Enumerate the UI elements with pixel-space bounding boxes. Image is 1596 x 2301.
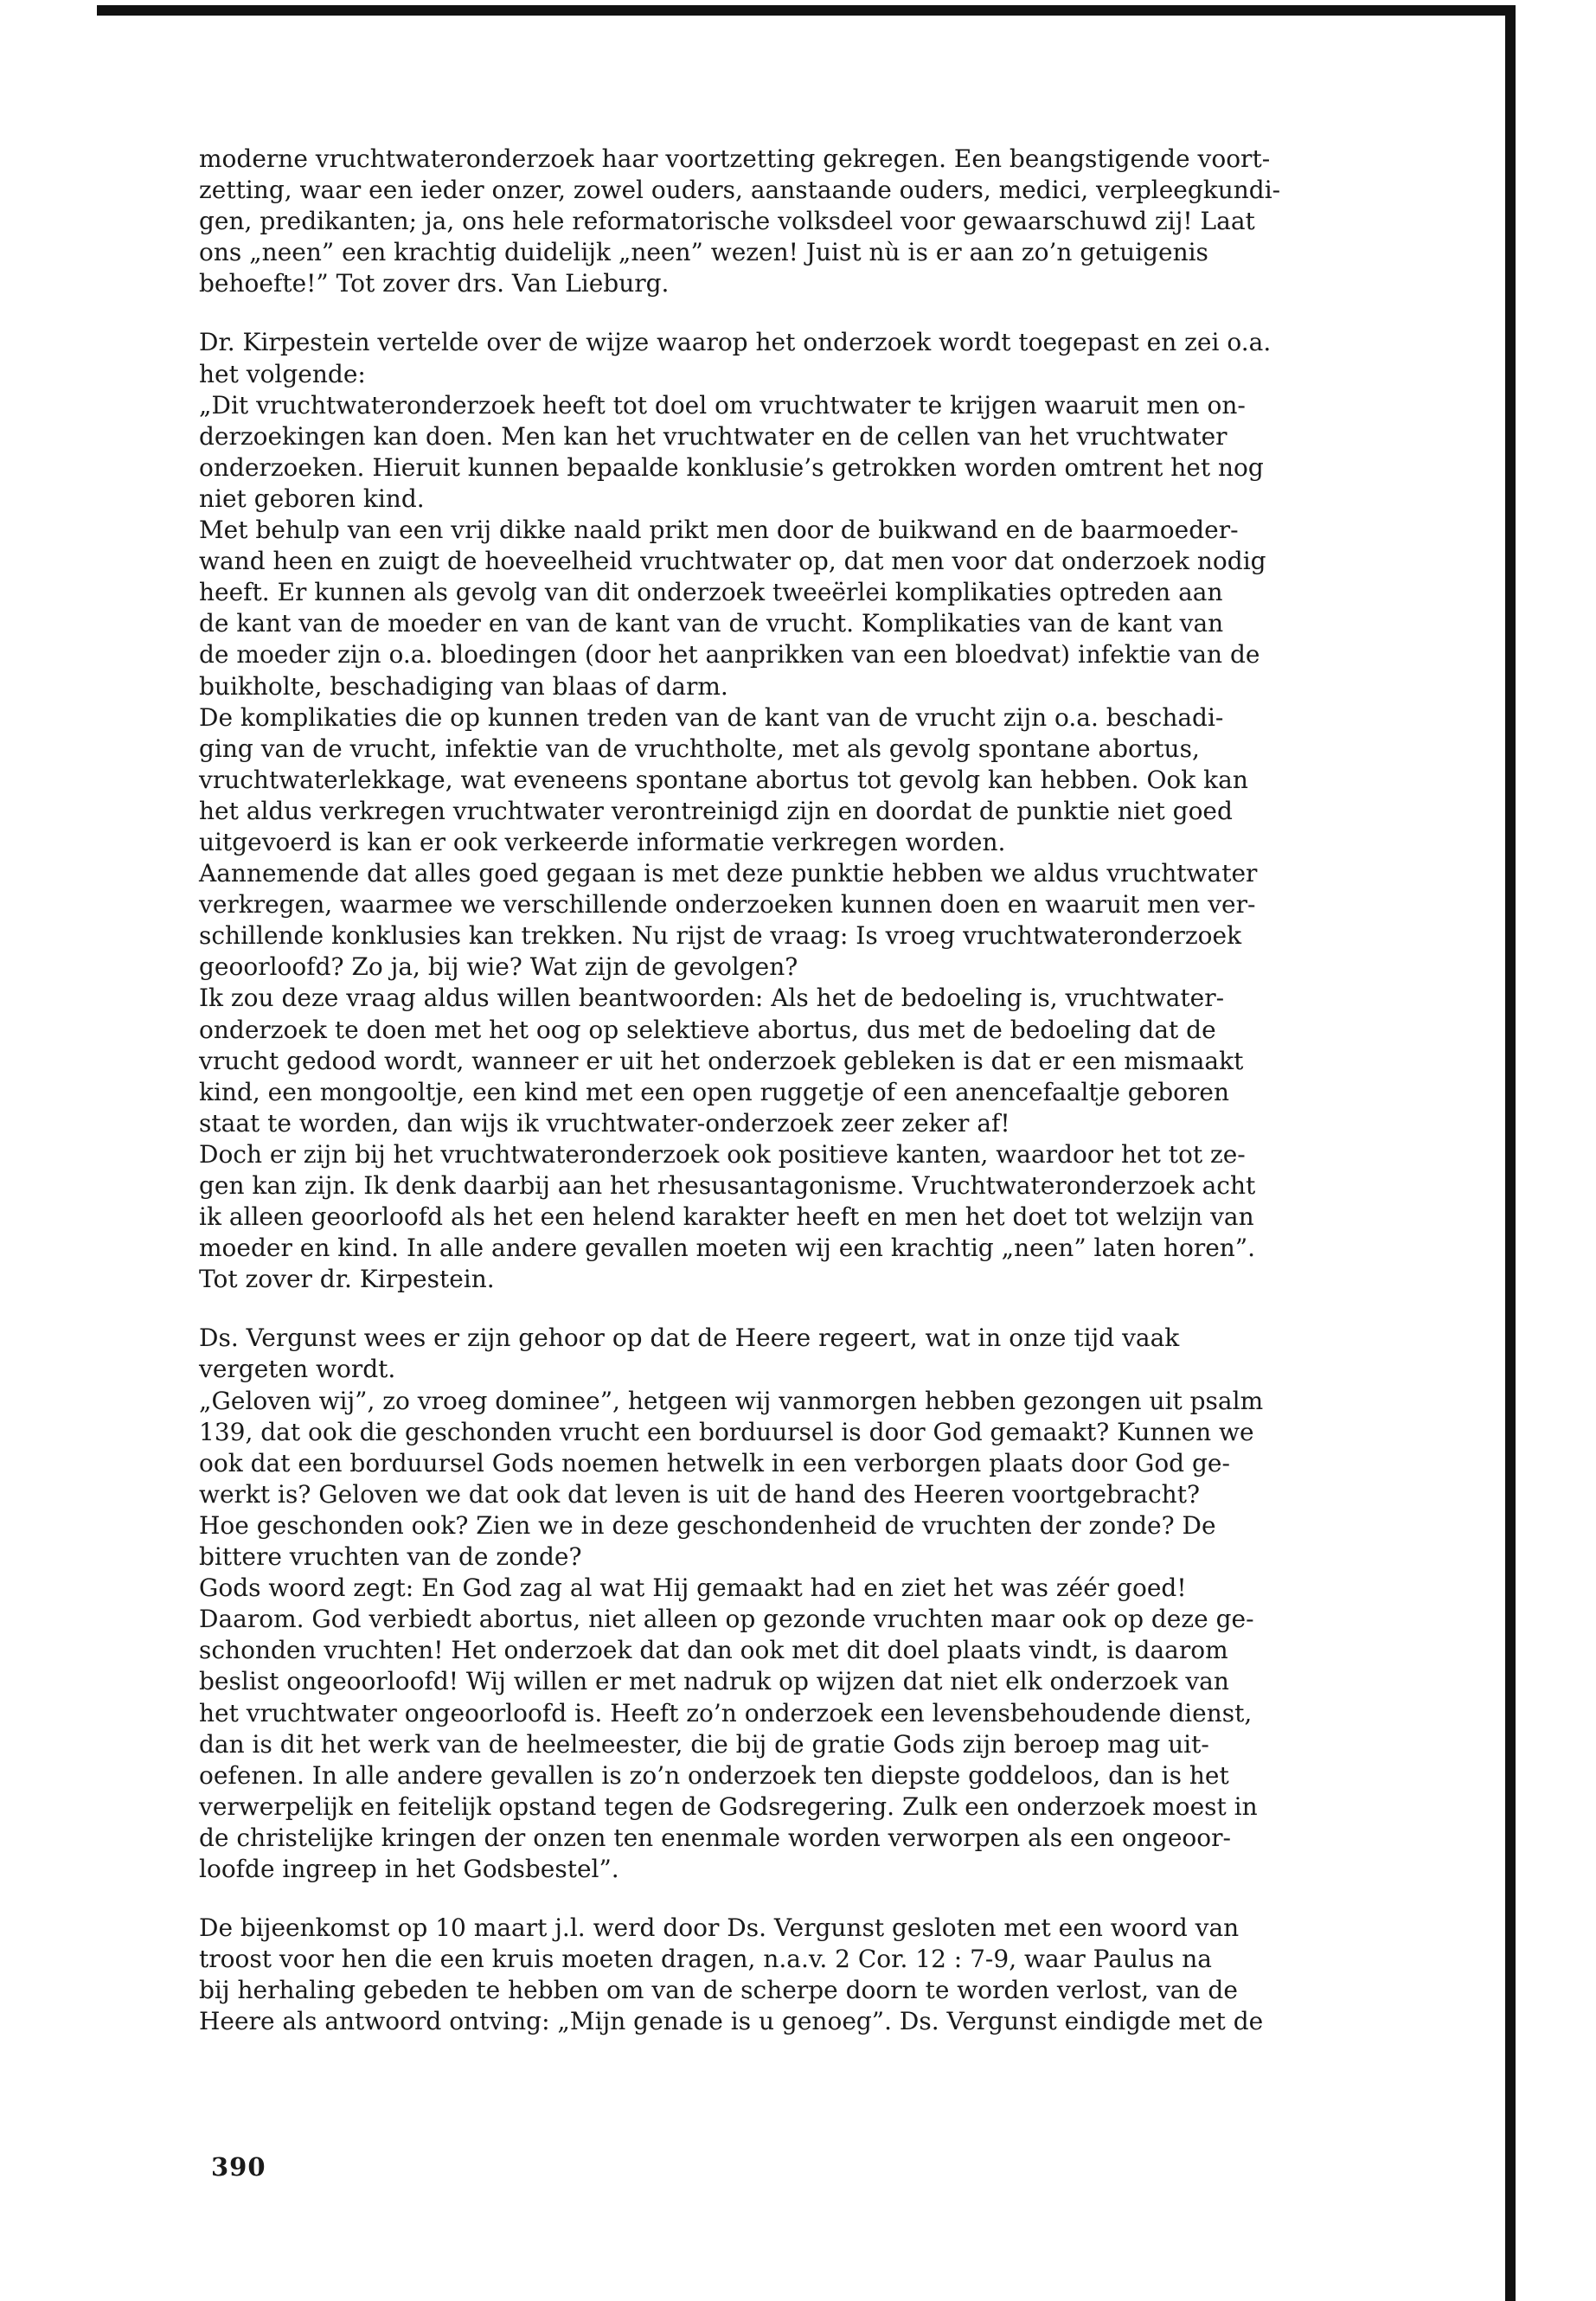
text-line: kind, een mongooltje, een kind met een open ruggetje of een anencefaaltje geboren (199, 1077, 1229, 1106)
text-line: Doch er zijn bij het vruchtwateronderzoek ook positieve kanten, waardoor het tot ze- (199, 1139, 1246, 1169)
text-line: gen, predikanten; ja, ons hele reformatorische volksdeel voor gewaarschuwd zij! Laat (199, 207, 1255, 236)
text-line: staat te worden, dan wijs ik vruchtwater-onderzoek zeer zeker af! (199, 1108, 1010, 1138)
text-line: De komplikaties die op kunnen treden van de kant van de vrucht zijn o.a. beschadi- (199, 702, 1224, 732)
text-line: het aldus verkregen vruchtwater verontreinigd zijn en doordat de punktie niet goed (199, 796, 1233, 825)
text-line: onderzoeken. Hieruit kunnen bepaalde konklusie’s getrokken worden omtrent het nog (199, 452, 1264, 482)
text-line: buikholte, beschadiging van blaas of darm. (199, 671, 728, 701)
text-line: Met behulp van een vrij dikke naald prikt men door de buikwand en de baarmoeder- (199, 516, 1239, 545)
text-line: Tot zover dr. Kirpestein. (199, 1265, 495, 1294)
text-line: uitgevoerd is kan er ook verkeerde informatie verkregen worden. (199, 827, 1006, 856)
text-line: wand heen en zuigt de hoeveelheid vruchtwater op, dat men voor dat onderzoek nodig (199, 547, 1266, 576)
text-line: ons „neen” een krachtig duidelijk „neen” wezen! Juist nù is er aan zo’n getuigenis (199, 238, 1208, 267)
text-line: derzoekingen kan doen. Men kan het vruchtwater en de cellen van het vruchtwater (199, 421, 1227, 451)
text-line: loofde ingreep in het Godsbestel”. (199, 1854, 619, 1883)
text-line: „Dit vruchtwateronderzoek heeft tot doel om vruchtwater te krijgen waaruit men on- (199, 390, 1246, 420)
text-line: Aannemende dat alles goed gegaan is met deze punktie hebben we aldus vruchtwater (199, 859, 1258, 888)
text-line: moderne vruchtwateronderzoek haar voortzetting gekregen. Een beangstigende voort- (199, 144, 1271, 173)
text-line: oefenen. In alle andere gevallen is zo’n onderzoek ten diepste goddeloos, dan is het (199, 1760, 1229, 1790)
text-line: werkt is? Geloven we dat ook dat leven is uit de hand des Heeren voortgebracht? (199, 1479, 1200, 1509)
text-line: gen kan zijn. Ik denk daarbij aan het rhesusantagonisme. Vruchtwateronderzoek acht (199, 1171, 1256, 1200)
text-line: De bijeenkomst op 10 maart j.l. werd door Ds. Vergunst gesloten met een woord van (199, 1913, 1240, 1943)
text-line: moeder en kind. In alle andere gevallen moeten wij een krachtig „neen” laten horen”. (199, 1234, 1256, 1263)
text-line: 139, dat ook die geschonden vrucht een borduursel is door God gemaakt? Kunnen we (199, 1417, 1254, 1446)
text-line: Gods woord zegt: En God zag al wat Hij gemaakt had en ziet het was zéér goed! (199, 1574, 1187, 1603)
text-line: vergeten wordt. (199, 1355, 396, 1384)
text-line: behoefte!” Tot zover drs. Van Lieburg. (199, 269, 670, 298)
text-line: de christelijke kringen der onzen ten enenmale worden verworpen als een ongeoor- (199, 1823, 1231, 1852)
text-line: vrucht gedood wordt, wanneer er uit het onderzoek gebleken is dat er een mismaakt (199, 1046, 1244, 1075)
text-line: Dr. Kirpestein vertelde over de wijze waarop het onderzoek wordt toegepast en zei o.a. (199, 328, 1272, 357)
text-line: Daarom. God verbiedt abortus, niet alleen op gezonde vruchten maar ook op deze ge- (199, 1605, 1254, 1634)
text-line: het vruchtwater ongeoorloofd is. Heeft zo’n onderzoek een levensbehoudende dienst, (199, 1698, 1253, 1727)
text-line: Heere als antwoord ontving: „Mijn genade is u genoeg”. Ds. Vergunst eindigde met de (199, 2007, 1264, 2036)
text-line: Hoe geschonden ook? Zien we in deze geschondenheid de vruchten der zonde? De (199, 1510, 1216, 1540)
text-line: het volgende: (199, 359, 366, 388)
text-line: zetting, waar een ieder onzer, zowel ouders, aanstaande ouders, medici, verpleegkundi- (199, 176, 1281, 205)
text-line: troost voor hen die een kruis moeten dragen, n.a.v. 2 Cor. 12 : 7-9, waar Paulus na (199, 1945, 1212, 1974)
text-line: onderzoek te doen met het oog op selektieve abortus, dus met de bedoeling dat de (199, 1015, 1216, 1044)
top-border-rule (97, 5, 1516, 16)
text-line: Ik zou deze vraag aldus willen beantwoorden: Als het de bedoeling is, vruchtwater- (199, 984, 1225, 1013)
page-body (199, 144, 1407, 2037)
text-line: ook dat een borduursel Gods noemen hetwelk in een verborgen plaats door God ge- (199, 1448, 1230, 1477)
right-border-rule (1505, 5, 1516, 2301)
text-line: beslist ongeoorloofd! Wij willen er met nadruk op wijzen dat niet elk onderzoek van (199, 1667, 1229, 1696)
text-line: heeft. Er kunnen als gevolg van dit onderzoek tweeërlei komplikaties optreden aan (199, 578, 1223, 607)
text-line: niet geboren kind. (199, 484, 425, 513)
page-number: 390 (211, 2152, 266, 2182)
text-line: de moeder zijn o.a. bloedingen (door het aanprikken van een bloedvat) infektie van de (199, 640, 1260, 670)
text-line: de kant van de moeder en van de kant van de vrucht. Komplikaties van de kant van (199, 609, 1224, 638)
text-line: verkregen, waarmee we verschillende onderzoeken kunnen doen en waaruit men ver- (199, 890, 1256, 920)
text-line: „Geloven wij”, zo vroeg dominee”, hetgeen wij vanmorgen hebben gezongen uit psalm (199, 1386, 1264, 1415)
text-line: schonden vruchten! Het onderzoek dat dan ook met dit doel plaats vindt, is daarom (199, 1636, 1228, 1665)
text-line: schillende konklusies kan trekken. Nu rijst de vraag: Is vroeg vruchtwateronderzoek (199, 921, 1242, 951)
text-line: verwerpelijk en feitelijk opstand tegen de Godsregering. Zulk een onderzoek moest in (199, 1791, 1258, 1821)
text-line: vruchtwaterlekkage, wat eveneens spontane abortus tot gevolg kan hebben. Ook kan (199, 765, 1248, 794)
text-line: bij herhaling gebeden te hebben om van de scherpe doorn te worden verlost, van de (199, 1976, 1238, 2005)
text-line: dan is dit het werk van de heelmeester, die bij de gratie Gods zijn beroep mag uit- (199, 1729, 1209, 1759)
text-line: Ds. Vergunst wees er zijn gehoor op dat de Heere regeert, wat in onze tijd vaak (199, 1324, 1180, 1353)
text-line: bittere vruchten van de zonde? (199, 1542, 582, 1572)
text-line: ik alleen geoorloofd als het een helend karakter heeft en men het doet tot welzijn van (199, 1202, 1254, 1232)
text-line: geoorloofd? Zo ja, bij wie? Wat zijn de gevolgen? (199, 952, 798, 982)
text-line: ging van de vrucht, infektie van de vruchtholte, met als gevolg spontane abortus, (199, 734, 1200, 763)
